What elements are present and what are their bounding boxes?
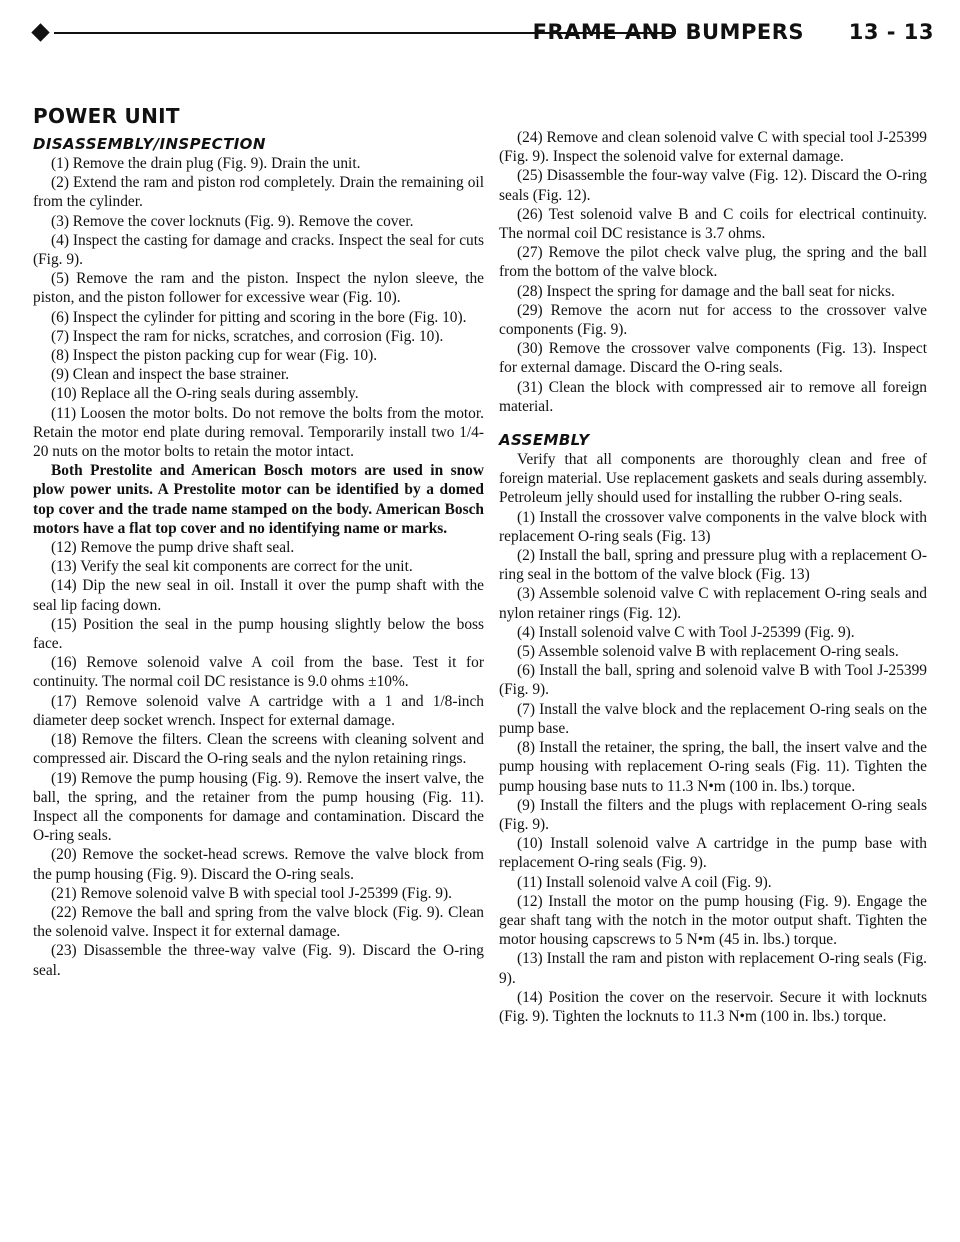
step: (21) Remove solenoid valve B with special tool J-25399 (Fig. 9). (51, 884, 452, 902)
step: (17) Remove solenoid valve A cartridge with a 1 and 1/8-inch diameter deep socket wrench. Inspect for external damage. (33, 692, 484, 729)
step: (27) Remove the pilot check valve plug, the spring and the ball from the bottom of the valve block. (499, 244, 927, 281)
step: (15) Position the seal in the pump housing slightly below the boss face. (33, 615, 484, 653)
step: (22) Remove the ball and spring from the valve block (Fig. 9). Clean the solenoid valve. Inspect it for external damage. (33, 903, 484, 941)
step: (6) Install the ball, spring and solenoid valve B with Tool J-25399 (Fig. 9). (499, 662, 927, 699)
step: (6) Inspect the cylinder for pitting and scoring in the bore (Fig. 10). (51, 308, 467, 326)
step: (11) Install solenoid valve A coil (Fig. 9). (517, 873, 772, 891)
step: (7) Install the valve block and the replacement O-ring seals on the pump base. (499, 700, 927, 737)
page-number: 13 - 13 (848, 20, 934, 44)
step: (1) Remove the drain plug (Fig. 9). Drain the unit. (51, 155, 361, 172)
step: (28) Inspect the spring for damage and the ball seat for nicks. (517, 282, 895, 300)
step: (30) Remove the crossover valve components (Fig. 13). Inspect for external damage. Discard the O-ring seals. (499, 340, 927, 377)
step: (13) Verify the seal kit components are correct for the unit. (51, 558, 413, 576)
step: (20) Remove the socket-head screws. Remove the valve block from the pump housing (Fig. 9). Discard the O-ring seals. (33, 846, 484, 883)
step: (11) Loosen the motor bolts. Do not remove the bolts from the motor. Retain the motor end plate during removal. Temporarily install two 1/4-20 nuts on the motor bolts to retain the motor intact. (33, 404, 484, 461)
step: (2) Extend the ram and piston rod completely. Drain the remaining oil from the cylinder. (33, 174, 484, 211)
step: (2) Install the ball, spring and pressure plug with a replacement O-ring seal in the bottom of the valve block (Fig. 13) (499, 547, 927, 584)
step: (13) Install the ram and piston with replacement O-ring seals (Fig. 9). (499, 950, 927, 987)
step: (1) Install the crossover valve components in the valve block with replacement O-ring seals (Fig. 13) (499, 508, 927, 545)
step: (4) Install solenoid valve C with Tool J-25399 (Fig. 9). (517, 623, 855, 641)
step: (8) Inspect the piston packing cup for wear (Fig. 10). (51, 347, 378, 365)
step: (23) Disassemble the three-way valve (Fig. 9). Discard the O-ring seal. (33, 942, 484, 979)
page-header (34, 20, 934, 60)
step: (18) Remove the filters. Clean the screens with cleaning solvent and compressed air. Discard the O-ring seals and the nylon retaining rings. (33, 731, 484, 768)
motor-note: Both Prestolite and American Bosch motors are used in snow plow power units. A Prestolite motor can be identified by a domed top cover and the trade name stamped on the body. American Bosch motors have a flat top cover and no identifying name or marks. (33, 462, 484, 537)
step: (26) Test solenoid valve B and C coils for electrical continuity. The normal coil DC resistance is 3.7 ohms. (499, 205, 927, 243)
right-column (499, 128, 927, 1026)
step: (19) Remove the pump housing (Fig. 9). Remove the insert valve, the ball, the spring, and the retainer from the pump housing (Fig. 11). Inspect all the components for damage and contamination. Discard the O-ring seals. (33, 769, 484, 845)
step: (14) Position the cover on the reservoir. Secure it with locknuts (Fig. 9). Tighten the locknuts to 11.3 N•m (100 in. lbs.) torque. (499, 988, 927, 1025)
step: (14) Dip the new seal in oil. Install it over the pump shaft with the seal lip facing down. (33, 577, 484, 614)
step: (8) Install the retainer, the spring, the ball, the insert valve and the pump housing with replacement O-ring seals (Fig. 11). Tighten the pump housing base nuts to 11.3 N•m (100 in. lbs.) torque. (499, 739, 927, 795)
step: (3) Assemble solenoid valve C with replacement O-ring seals and nylon retainer rings (Fig. 12). (499, 585, 927, 622)
diamond-bullet-icon (31, 23, 49, 41)
step: (25) Disassemble the four-way valve (Fig. 12). Discard the O-ring seals (Fig. 12). (499, 167, 927, 204)
step: (10) Replace all the O-ring seals during assembly. (51, 385, 359, 403)
step: (7) Inspect the ram for nicks, scratches, and corrosion (Fig. 10). (51, 327, 444, 345)
step: (10) Install solenoid valve A cartridge in the pump base with replacement O-ring seals (Fig. 9). (499, 835, 927, 872)
assembly-heading: ASSEMBLY (499, 431, 590, 450)
left-column (33, 134, 484, 980)
step: (24) Remove and clean solenoid valve C with special tool J-25399 (Fig. 9). Inspect the solenoid valve for external damage. (499, 129, 927, 166)
step: (9) Clean and inspect the base strainer. (51, 366, 290, 384)
step: (12) Install the motor on the pump housing (Fig. 9). Engage the gear shaft tang with the notch in the motor output shaft. Tighten the motor housing capscrews to 5 N•m (45 in. lbs.) torque. (499, 892, 927, 949)
header-title: FRAME AND BUMPERS (532, 20, 804, 44)
step: (4) Inspect the casting for damage and cracks. Inspect the seal for cuts (Fig. 9). (33, 231, 484, 269)
step: (31) Clean the block with compressed air to remove all foreign material. (499, 378, 927, 415)
step: (29) Remove the acorn nut for access to the crossover valve components (Fig. 9). (499, 301, 927, 339)
step: (9) Install the filters and the plugs with replacement O-ring seals (Fig. 9). (499, 796, 927, 833)
step: (5) Remove the ram and the piston. Inspect the nylon sleeve, the piston, and the piston follower for excessive wear (Fig. 10). (33, 270, 484, 307)
step: (16) Remove solenoid valve A coil from the base. Test it for continuity. The normal coil DC resistance is 9.0 ohms ±10%. (33, 654, 484, 691)
assembly-intro: Verify that all components are thoroughly clean and free of foreign material. Use replacement gaskets and seals during assembly. Petroleum jelly should used for installing the rubber O-ring seals. (499, 451, 927, 507)
section-title: POWER UNIT (33, 104, 180, 128)
step: (3) Remove the cover locknuts (Fig. 9). Remove the cover. (51, 212, 414, 230)
disassembly-heading: DISASSEMBLY/INSPECTION (33, 135, 266, 153)
step: (5) Assemble solenoid valve B with replacement O-ring seals. (517, 643, 899, 661)
step: (12) Remove the pump drive shaft seal. (51, 539, 295, 557)
